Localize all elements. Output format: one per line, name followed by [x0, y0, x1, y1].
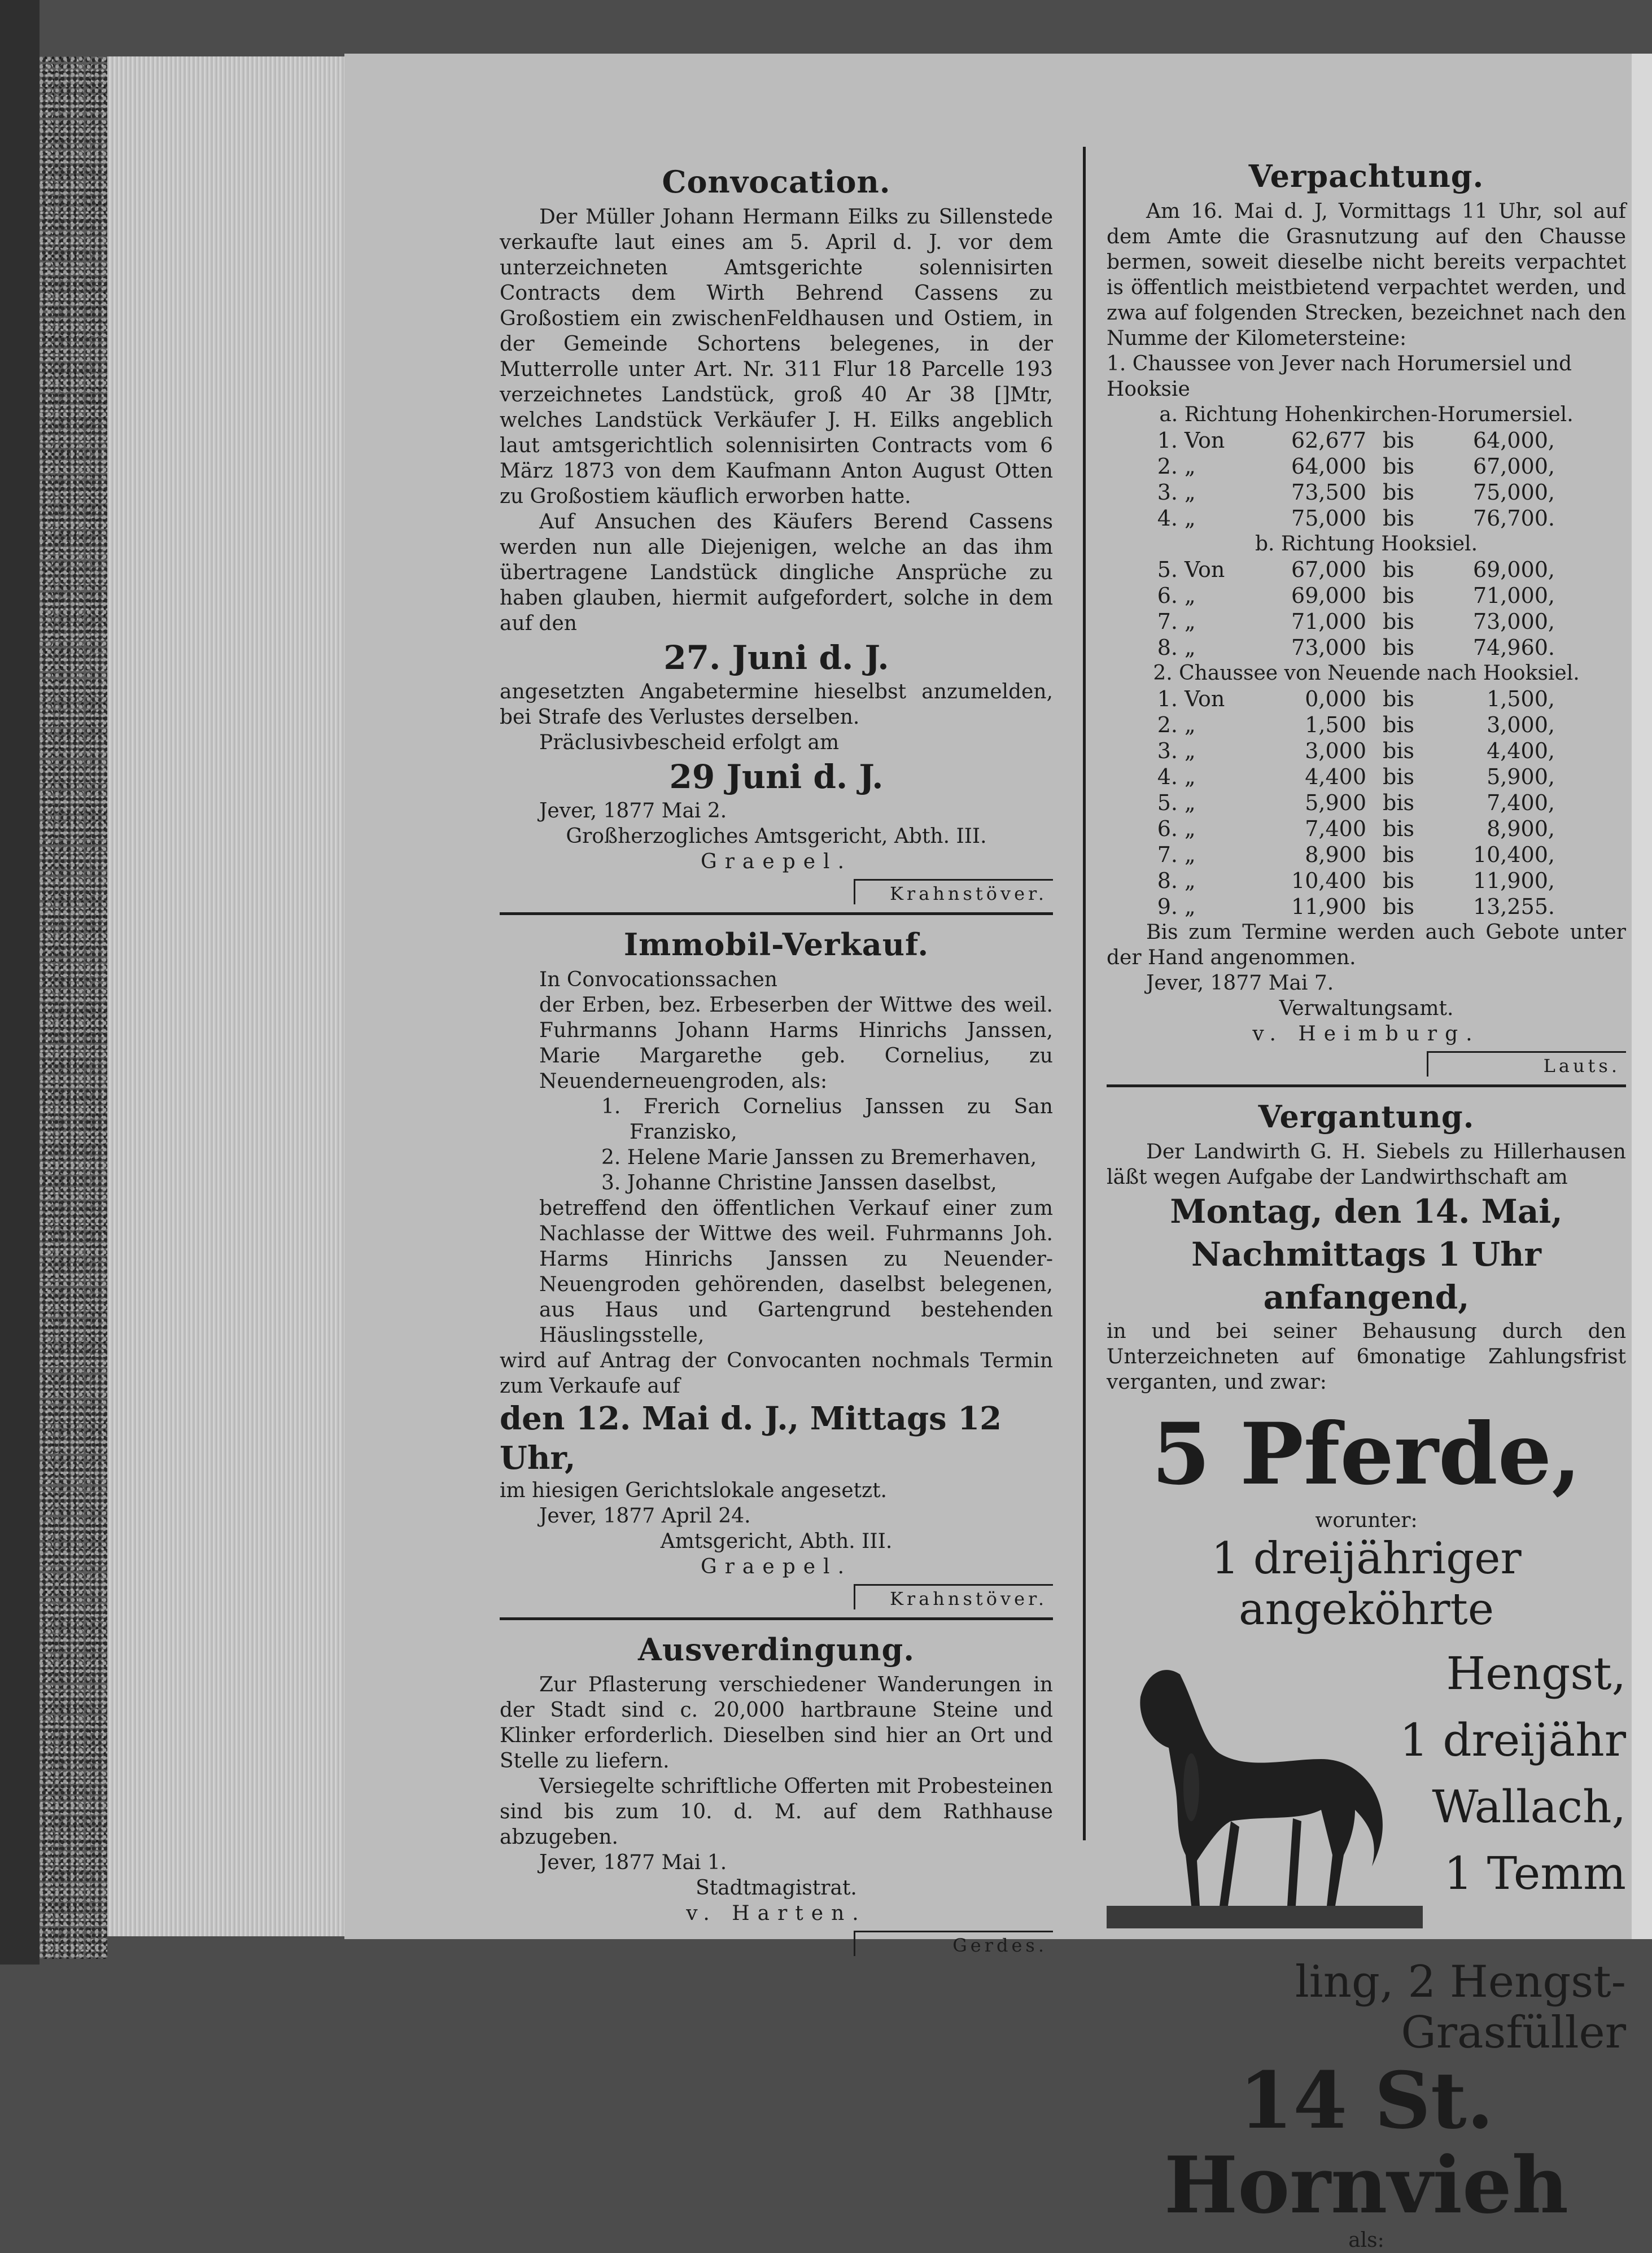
verpachtung-signer: v. Heimburg. [1252, 1022, 1480, 1045]
immobil-court: Amtsgericht, Abth. III. [660, 1530, 893, 1553]
immobil-subject: betreffend den öffentlichen Verkauf einer zum Nachlasse der Wittwe des weil. Fuhrmanns Joh. Harms Hinrichs Janssen zu Neuender-Neuengroden gehörenden, daselbst belegenen, aus Haus und Gartengrund bestehenden Häuslingsstelle, [539, 1197, 1053, 1347]
vergantung-worunter: worunter: [1315, 1509, 1418, 1532]
km-row-bis: bis [1383, 480, 1414, 505]
km-row-number: 6. [1157, 816, 1178, 841]
km-row-to: 13,255. [1472, 894, 1555, 919]
km-table-2 [1140, 686, 1558, 920]
km-row-from: 11,900 [1291, 894, 1366, 919]
km-row-prefix: „ [1185, 816, 1196, 841]
immobil-signer: Graepel. [700, 1555, 853, 1578]
horse-illustration-block [1107, 1640, 1626, 1957]
verpachtung-route-2: 2. Chaussee von Neuende nach Hooksiel. [1153, 662, 1580, 685]
km-row [1140, 609, 1558, 635]
marbled-edge [40, 56, 107, 1959]
ausverdingung-office: Stadtmagistrat. [696, 1876, 857, 1900]
km-row-from: 73,500 [1291, 480, 1366, 505]
km-row [1140, 712, 1558, 738]
vergantung-paragraph-1: Der Landwirth G. H. Siebels zu Hillerhausen läßt wegen Aufgabe der Landwirthschaft am [1107, 1140, 1626, 1189]
vergantung-date-2: Nachmittags 1 Uhr anfangend, [1191, 1235, 1541, 1316]
page-stack [107, 56, 344, 1936]
immobil-place: Jever, 1877 April 24. [539, 1504, 751, 1528]
km-table-1b [1140, 557, 1558, 660]
km-row-number: 4. [1157, 764, 1178, 789]
km-row-bis: bis [1383, 635, 1414, 660]
immobil-heir-3: 3. Johanne Christine Janssen daselbst, [601, 1171, 997, 1195]
km-row-from: 3,000 [1305, 738, 1366, 763]
km-row-to: 1,500, [1487, 686, 1555, 711]
ausverdingung-clerk: Gerdes. [854, 1931, 1053, 1956]
km-row-to: 71,000, [1472, 583, 1555, 608]
km-row-bis: bis [1383, 454, 1414, 479]
immobil-intro: In Convocationssachen [539, 968, 777, 991]
immobil-heir-2: 2. Helene Marie Janssen zu Bremerhaven, [601, 1146, 1037, 1169]
km-row-bis: bis [1383, 868, 1414, 893]
km-row-from: 10,400 [1291, 868, 1366, 893]
horse-text-stack [1400, 1640, 1626, 1907]
section-divider [500, 1617, 1053, 1620]
km-row-prefix: „ [1185, 712, 1196, 737]
km-row-prefix: „ [1185, 609, 1196, 634]
km-row-prefix: „ [1185, 868, 1196, 893]
km-row-prefix: „ [1185, 842, 1196, 867]
column-divider [1083, 147, 1086, 1840]
km-row-from: 71,000 [1291, 609, 1366, 634]
convocation-place: Jever, 1877 Mai 2. [539, 799, 727, 823]
convocation-paragraph-4: Präclusivbescheid erfolgt am [539, 731, 840, 754]
ausverdingung-signer: v. Harten. [686, 1902, 867, 1925]
km-row-number: 3. [1157, 738, 1178, 763]
km-row-bis: bis [1383, 712, 1414, 737]
km-row-to: 5,900, [1487, 764, 1555, 789]
km-row-from: 75,000 [1291, 506, 1366, 531]
book-cover-edge [0, 0, 40, 1965]
convocation-date-1: 27. Juni d. J. [663, 638, 889, 677]
ausverdingung-notice [500, 1631, 1053, 1956]
km-table-1a [1140, 427, 1558, 531]
vergantung-ling-line: ling, 2 Hengst-Grasfüller [1295, 1957, 1626, 2058]
km-row-number: 2. [1157, 454, 1178, 479]
vergantung-title: Vergantung. [1258, 1099, 1475, 1135]
immobil-term: wird auf Antrag der Convocanten nochmals Termin zum Verkaufe auf [500, 1349, 1053, 1398]
km-row-bis: bis [1383, 842, 1414, 867]
km-row [1140, 505, 1558, 531]
convocation-paragraph-3: angesetzten Angabetermine hieselbst anzumelden, bei Strafe des Verlustes derselben. [500, 680, 1053, 729]
km-row-to: 3,000, [1487, 712, 1555, 737]
km-row-number: 7. [1157, 842, 1178, 867]
km-row [1140, 557, 1558, 583]
km-row-bis: bis [1383, 764, 1414, 789]
vergantung-horse-line-3: 1 dreijähr [1400, 1714, 1626, 1766]
km-row-number: 6. [1157, 583, 1178, 608]
km-row [1140, 427, 1558, 453]
km-row [1140, 479, 1558, 505]
km-row-prefix: Von [1185, 686, 1225, 711]
km-row-prefix: „ [1185, 738, 1196, 763]
km-row-from: 7,400 [1305, 816, 1366, 841]
km-row-from: 69,000 [1291, 583, 1366, 608]
km-row-to: 11,900, [1472, 868, 1555, 893]
km-row-to: 8,900, [1487, 816, 1555, 841]
km-row-prefix: „ [1185, 635, 1196, 660]
ausverdingung-place: Jever, 1877 Mai 1. [539, 1851, 727, 1874]
immobil-heirs-text: der Erben, bez. Erbeserben der Wittwe des weil. Fuhrmanns Johann Harms Hinrichs Janssen, Marie Margarethe geb. Cornelius, zu Neuenderneuengroden, als: [539, 994, 1053, 1093]
km-row-to: 73,000, [1472, 609, 1555, 634]
km-row-prefix: Von [1185, 557, 1225, 582]
km-row-to: 10,400, [1472, 842, 1555, 867]
right-column [1107, 158, 1626, 2253]
km-row-number: 9. [1157, 894, 1178, 919]
km-row-bis: bis [1383, 609, 1414, 634]
immobil-notice [500, 926, 1053, 1609]
ausverdingung-paragraph-1: Zur Pflasterung verschiedener Wanderungen in der Stadt sind c. 20,000 hartbraune Steine und Klinker erforderlich. Dieselben sind hier an Ort und Stelle zu liefern. [500, 1673, 1053, 1773]
km-row-from: 73,000 [1291, 635, 1366, 660]
km-row-number: 8. [1157, 635, 1178, 660]
km-row-number: 3. [1157, 480, 1178, 505]
km-row-number: 5. [1157, 557, 1178, 582]
immobil-title: Immobil-Verkauf. [623, 926, 929, 963]
km-row-from: 64,000 [1291, 454, 1366, 479]
vergantung-als: als: [1348, 2229, 1384, 2252]
km-row-from: 4,400 [1305, 764, 1366, 789]
km-row [1140, 635, 1558, 660]
km-row-number: 5. [1157, 790, 1178, 815]
km-row-bis: bis [1383, 583, 1414, 608]
km-row-prefix: „ [1185, 790, 1196, 815]
km-row [1140, 686, 1558, 712]
km-row-from: 0,000 [1305, 686, 1366, 711]
horse-illustration [1107, 1640, 1423, 1957]
km-row-bis: bis [1383, 894, 1414, 919]
km-row-bis: bis [1383, 506, 1414, 531]
convocation-signer: Graepel. [700, 850, 853, 873]
km-row-bis: bis [1383, 790, 1414, 815]
section-divider [1107, 1084, 1626, 1087]
km-row [1140, 842, 1558, 868]
km-row-number: 8. [1157, 868, 1178, 893]
km-row-from: 8,900 [1305, 842, 1366, 867]
km-row-prefix: „ [1185, 454, 1196, 479]
km-row-bis: bis [1383, 738, 1414, 763]
km-row-number: 4. [1157, 506, 1178, 531]
verpachtung-paragraph-2: Bis zum Termine werden auch Gebote unter der Hand angenommen. [1107, 921, 1626, 969]
vergantung-horse-line-4: Wallach, [1432, 1780, 1626, 1833]
km-row-from: 62,677 [1291, 428, 1366, 453]
km-row-to: 67,000, [1472, 454, 1555, 479]
vergantung-horses-headline: 5 Pferde, [1151, 1405, 1581, 1504]
km-row-to: 69,000, [1472, 557, 1555, 582]
km-row-prefix: „ [1185, 480, 1196, 505]
verpachtung-paragraph-1: Am 16. Mai d. J, Vormittags 11 Uhr, sol auf dem Amte die Grasnutzung auf den Chausse bermen, soweit dieselbe nicht bereits verpachtet is öffentlich meistbietend verpachtet werden, und zwa auf folgenden Strecken, bezeichnet nach den Numme der Kilometersteine: [1107, 200, 1626, 350]
km-row-prefix: „ [1185, 583, 1196, 608]
km-row [1140, 790, 1558, 816]
convocation-title: Convocation. [662, 164, 891, 200]
immobil-heir-1: 1. Frerich Cornelius Janssen zu San Franzisko, [601, 1095, 1053, 1144]
convocation-notice [500, 164, 1053, 904]
km-row-from: 5,900 [1305, 790, 1366, 815]
convocation-date-2: 29 Juni d. J. [669, 758, 884, 796]
verpachtung-route-1a: a. Richtung Hohenkirchen-Horumersiel. [1159, 403, 1574, 426]
km-row-to: 76,700. [1472, 506, 1555, 531]
convocation-court: Großherzogliches Amtsgericht, Abth. III. [566, 825, 987, 848]
km-row [1140, 453, 1558, 479]
verpachtung-notice [1107, 158, 1626, 1077]
km-row-to: 74,960. [1472, 635, 1555, 660]
km-row-number: 2. [1157, 712, 1178, 737]
verpachtung-office: Verwaltungsamt. [1279, 997, 1454, 1020]
km-row-from: 1,500 [1305, 712, 1366, 737]
km-row [1140, 894, 1558, 920]
km-row-prefix: Von [1185, 428, 1225, 453]
verpachtung-title: Verpachtung. [1248, 158, 1484, 194]
km-row-bis: bis [1383, 557, 1414, 582]
vergantung-cattle: 14 St. Hornvieh [1164, 2054, 1569, 2231]
next-page-edge [1632, 54, 1652, 1939]
km-row-to: 64,000, [1472, 428, 1555, 453]
ausverdingung-title: Ausverdingung. [637, 1631, 915, 1668]
immobil-date: den 12. Mai d. J., Mittags 12 Uhr, [500, 1400, 1002, 1477]
km-row-prefix: „ [1185, 764, 1196, 789]
km-row-bis: bis [1383, 428, 1414, 453]
km-row-to: 4,400, [1487, 738, 1555, 763]
convocation-paragraph-2: Auf Ansuchen des Käufers Berend Cassens werden nun alle Diejenigen, welche an das ihm übertragene Landstück dingliche Ansprüche zu haben glauben, hiermit aufgefordert, solche in dem auf den [500, 510, 1053, 635]
verpachtung-place: Jever, 1877 Mai 7. [1146, 972, 1334, 995]
verpachtung-route-1: 1. Chaussee von Jever nach Horumersiel und Hooksie [1107, 352, 1572, 401]
vergantung-notice [1107, 1099, 1626, 2253]
immobil-clerk: Krahnstöver. [854, 1584, 1053, 1609]
section-divider [500, 912, 1053, 915]
km-row [1140, 583, 1558, 609]
km-row [1140, 868, 1558, 894]
vergantung-horse-line-5: 1 Temm [1444, 1847, 1626, 1900]
vergantung-horse-line-2: Hengst, [1446, 1647, 1626, 1700]
km-row [1140, 738, 1558, 764]
km-row-from: 67,000 [1291, 557, 1366, 582]
km-row-to: 75,000, [1472, 480, 1555, 505]
km-row [1140, 764, 1558, 790]
vergantung-horse-line-1: 1 dreijähriger angeköhrte [1211, 1533, 1522, 1635]
ausverdingung-paragraph-2: Versiegelte schriftliche Offerten mit Probesteinen sind bis zum 10. d. M. auf dem Rathhause abzugeben. [500, 1775, 1053, 1849]
verpachtung-clerk: Lauts. [1427, 1051, 1626, 1077]
immobil-location: im hiesigen Gerichtslokale angesetzt. [500, 1479, 887, 1502]
vergantung-paragraph-2: in und bei seiner Behausung durch den Unterzeichneten auf 6monatige Zahlungsfrist verganten, und zwar: [1107, 1320, 1626, 1394]
km-row-to: 7,400, [1487, 790, 1555, 815]
km-row-number: 7. [1157, 609, 1178, 634]
km-row-bis: bis [1383, 686, 1414, 711]
km-row-number: 1. [1157, 686, 1178, 711]
km-row [1140, 816, 1558, 842]
km-row-number: 1. [1157, 428, 1178, 453]
verpachtung-route-1b: b. Richtung Hooksiel. [1255, 532, 1478, 555]
convocation-clerk: Krahnstöver. [854, 879, 1053, 904]
left-column [500, 164, 1053, 1956]
km-row-prefix: „ [1185, 506, 1196, 531]
vergantung-date-1: Montag, den 14. Mai, [1170, 1192, 1563, 1231]
km-row-prefix: „ [1185, 894, 1196, 919]
km-row-bis: bis [1383, 816, 1414, 841]
convocation-paragraph-1: Der Müller Johann Hermann Eilks zu Sillenstede verkaufte laut eines am 5. April d. J. vor dem unterzeichneten Amtsgerichte solennisirten Contracts dem Wirth Behrend Cassens zu Großostiem ein zwischenFeldhausen und Ostiem, in der Gemeinde Schortens belegenes, in der Mutterrolle unter Art. Nr. 311 Flur 18 Parcelle 193 verzeichnetes Landstück, groß 40 Ar 38 []Mtr, welches Landstück Verkäufer J. H. Eilks angeblich laut amtsgerichtlich solennisirten Contracts vom 6 März 1873 von dem Kaufmann Anton August Otten zu Großostiem käuflich erworben hatte. [500, 205, 1053, 508]
